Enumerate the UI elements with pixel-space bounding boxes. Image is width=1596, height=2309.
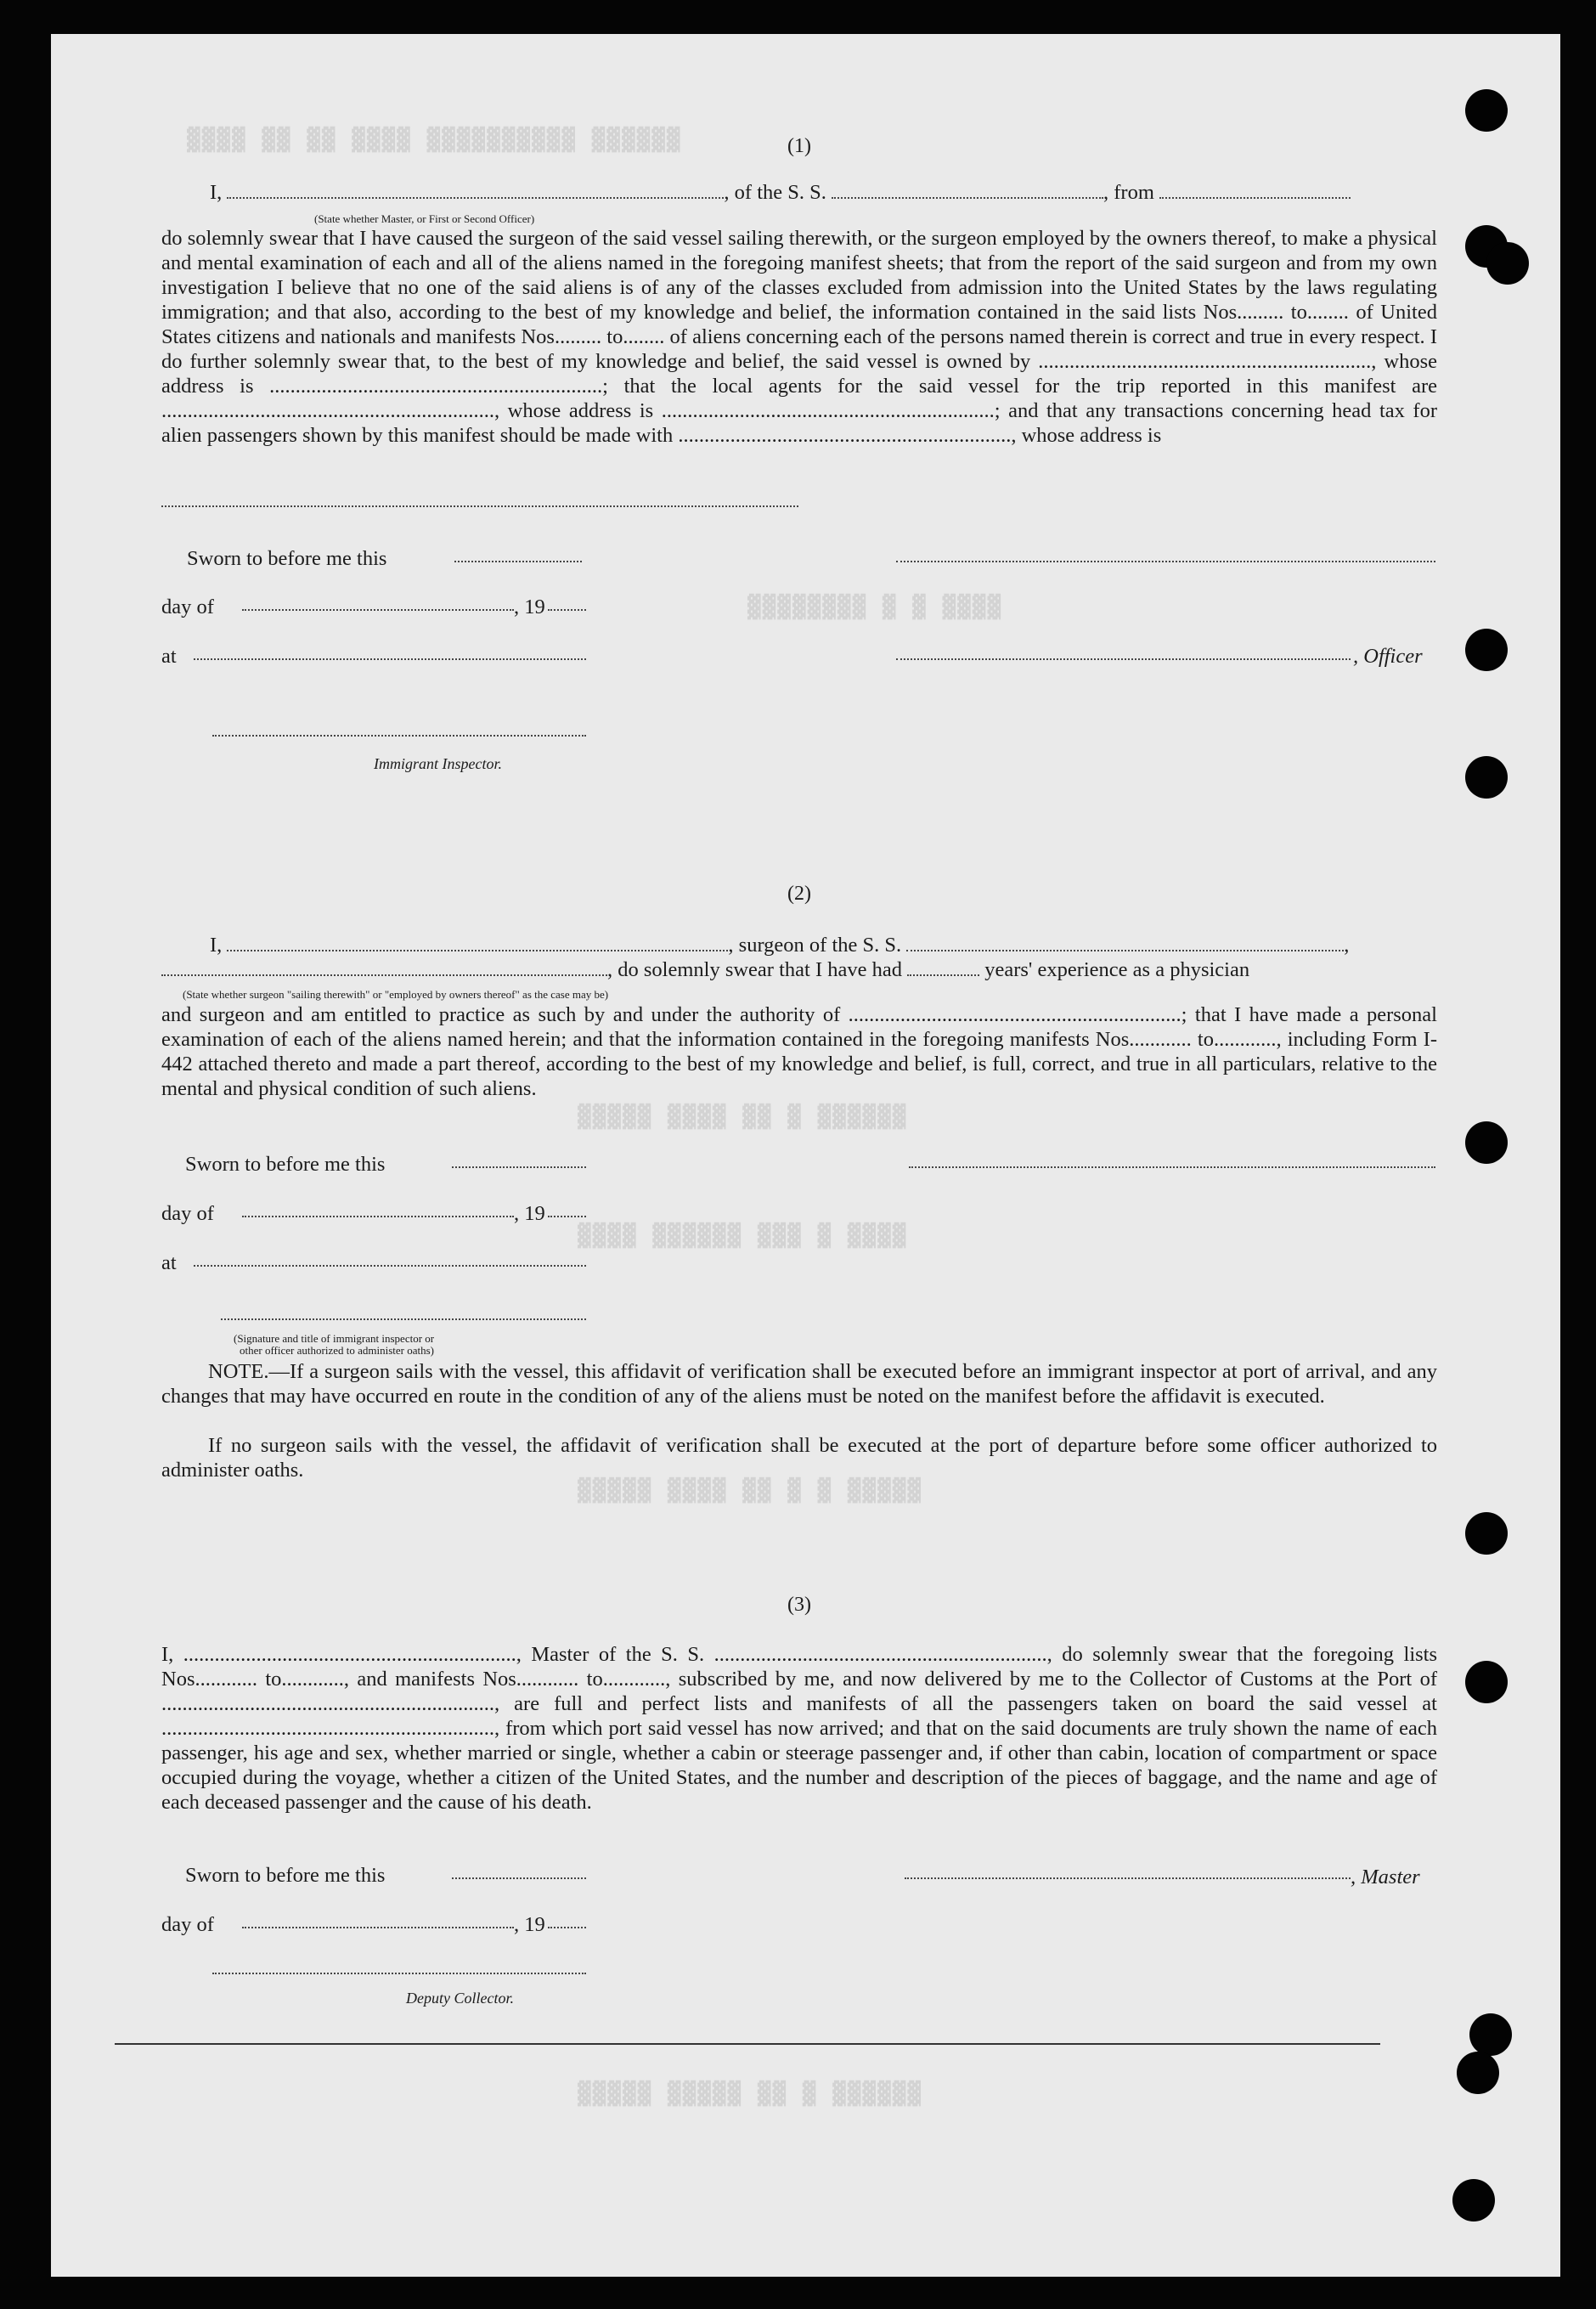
master-label: , Master	[1351, 1866, 1420, 1888]
officer-signature-blank	[896, 561, 1435, 562]
section1-body: do solemnly swear that I have caused the surgeon of the said vessel sailing therewith, or the surgeon employed by the owners thereof, to make a physical and mental examination of each and all of the aliens named in the foregoing manifest sheets; that from the report of the said surgeon and from my own investigation I believe that no one of the said aliens is of any of the classes excluded from admission into the United States by the laws regulating immigration; and that also, according to the best of my knowledge and belief, the information contained in the said lists Nos......... to........ of United States citizens and nationals and manifests Nos......... to........ of aliens concerning each of the persons named therein is correct and true in every respect. I do further solemnly swear that, to the best of my knowledge and belief, the said vessel is owned by ................................................................, whose address is ................................................................; that the local agents for the said vessel for the trip reported in this manifest are ................................................................, whose address is ................................................................; and that any transactions concerning head tax for alien passengers shown by this manifest should be made with ................................................................, whose address is	[161, 227, 1437, 447]
section3-body: I, ................................................................, Master of the S. S. ................................................................, do solemnly swear that the foregoing lists Nos............ to............, and manifests Nos............ to............, subscribed by me, and now delivered by me to the Collector of Customs at the Port of ................................................................, are full and perfect lists and manifests of all the passengers taken on board the said vessel at ................................................................, from which port said vessel has now arrived; and that on the said documents are truly shown the name of each passenger, his age and sex, whether married or single, whether a cabin or steerage passenger and, if other than cabin, location of compartment or space occupied during the voyage, whether a citizen of the United States, and the number and description of the pieces of baggage, and the name and age of each deceased passenger and the cause of his death.	[161, 1643, 1437, 1814]
binder-hole	[1469, 2013, 1512, 2056]
binder-hole	[1465, 89, 1508, 132]
sworn-label: Sworn to before me this	[187, 547, 387, 570]
bleed-through-text: ▓▓▓▓▓ ▓▓▓▓ ▓▓ ▓ ▓ ▓▓▓▓▓	[578, 1478, 923, 1504]
document-page: ▓▓▓▓ ▓▓ ▓▓ ▓▓▓▓ ▓▓▓▓▓▓▓▓▓▓ ▓▓▓▓▓▓ ▓▓▓▓▓▓▓▓ ▓ ▓ ▓▓▓▓ ▓▓▓▓▓ ▓▓▓▓ ▓▓ ▓ ▓▓▓▓▓▓ ▓▓▓▓ ▓▓▓▓▓▓ ▓▓▓ ▓ ▓▓▓▓ ▓▓▓▓▓ ▓▓▓▓ ▓▓ ▓ ▓ ▓▓▓▓▓ ▓▓▓▓▓ ▓▓▓▓▓ ▓▓ ▓ ▓▓▓▓▓▓ (1) I, , of the S. S. , from (State whether Master, or First or Second Officer) do solemnly swear that I have caused the surgeon of the said vessel sailing therewith, or the surgeon employed by the owners thereof, to make a physical and mental examination of each and all of the aliens named in the foregoing manifest sheets; that from the report of the said surgeon and from my own investigation I believe that no one of the said aliens is of any of the classes excluded from admission into the United States by the laws regulating immigration; and that also, according to the best of my knowledge and belief, the information contained in the said lists Nos......... to........ of United States citizens and nationals and manifests Nos......... to........ of aliens concerning each of the persons named therein is correct and true in every respect. I do further solemnly swear that, to the best of my knowledge and belief, the said vessel is owned by ................................................................, whose address is ................................................................; that the local agents for the said vessel for the trip reported in this manifest are ................................................................, whose address is ................................................................; and that any transactions concerning head tax for alien passengers shown by this manifest should be made with ................................................................, whose address is Sworn to before me this day of , 19 at , Officer Immigrant Inspector. (2) I, , surgeon of the S. S. , , do solemnly swear that I have had years' experience as a physician (State whether surgeon "sailing therewith" or "employed by owners thereof" as the case may be) and surgeon and am entitled to practice as such by and under the authority of ................................................................; that I have made a personal examination of each of the aliens named herein; and that the information contained in the foregoing manifests Nos............ to............, including Form I-442 attached thereto and made a part thereof, according to the best of my knowledge and belief, is full, correct, and true in all particulars, relative to the mental and physical condition of such aliens. Sworn to before me this day of , 19 at (Signature and title of immigrant inspector or other officer authorized to administer oaths) NOTE.—If a surgeon sails with the vessel, this affidavit of verification shall be executed before an immigrant inspector at port of arrival, and any changes that may have occurred en route in the condition of any of the aliens must be noted on the manifest before the affidavit is executed. If no surgeon sails with the vessel, the affidavit of verification shall be executed at the port of departure before some officer authorized to administer oaths. (3) I, ................................................................, Master of the S. S. ................................................................, do solemnly swear that the foregoing lists Nos............ to............, and manifests Nos............ to............, subscribed by me, and now delivered by me to the Collector of Customs at the Port of ................................................................, are full and perfect lists and manifests of all the passengers taken on board the said vessel at ................................................................, from which port said vessel has now arrived; and that on the said documents are truly shown the name of each passenger, his age and sex, whether married or single, whether a cabin or steerage passenger and, if other than cabin, location of compartment or space occupied during the voyage, whether a citizen of the United States, and the number and description of the pieces of baggage, and the name and age of each deceased passenger and the cause of his death. Sworn to before me this , Master day of , 19 Deputy Collector.	[51, 34, 1560, 2277]
section-number: (3)	[787, 1594, 811, 1616]
master-oath-line: I, , of the S. S. , from	[161, 180, 1437, 205]
deputy-signature-blank	[212, 1973, 586, 1974]
name-blank	[227, 182, 724, 199]
surgeon-oath-line: I, , surgeon of the S. S. ,	[210, 934, 1350, 957]
bleed-through-text: ▓▓▓▓▓ ▓▓▓▓ ▓▓ ▓ ▓▓▓▓▓▓	[578, 1104, 908, 1130]
section-number: (1)	[787, 135, 811, 157]
bleed-through-text: ▓▓▓▓▓▓▓▓ ▓ ▓ ▓▓▓▓	[747, 595, 1003, 620]
bottom-rule	[115, 2043, 1380, 2045]
note-paragraph: NOTE.—If a surgeon sails with the vessel, this affidavit of verification shall be executed before an immigrant inspector at port of arrival, and any changes that may have occurred en route in the condition of any of the aliens must be noted on the manifest before the affidavit is executed.	[161, 1360, 1437, 1408]
binder-hole	[1457, 2052, 1499, 2094]
section2-body: and surgeon and am entitled to practice as such by and under the authority of ................................................................; that I have made a personal examination of each of the aliens named herein; and that the information contained in the foregoing manifests Nos............ to............, including Form I-442 attached thereto and made a part thereof, according to the best of my knowledge and belief, is full, correct, and true in all particulars, relative to the mental and physical condition of such aliens.	[161, 1003, 1437, 1100]
note-paragraph-2: If no surgeon sails with the vessel, the affidavit of verification shall be executed at the port of departure before some officer authorized to administer oaths.	[161, 1434, 1437, 1482]
bleed-through-text: ▓▓▓▓ ▓▓▓▓▓▓ ▓▓▓ ▓ ▓▓▓▓	[578, 1223, 908, 1249]
bleed-through-text: ▓▓▓▓▓ ▓▓▓▓▓ ▓▓ ▓ ▓▓▓▓▓▓	[578, 2081, 923, 2107]
binder-hole	[1465, 1512, 1508, 1555]
binder-hole	[1465, 1661, 1508, 1703]
inspector-signature-blank	[212, 735, 586, 737]
inspector-label: Immigrant Inspector.	[374, 755, 502, 772]
binder-hole	[1452, 2179, 1495, 2221]
deputy-label: Deputy Collector.	[406, 1990, 514, 2007]
port-blank	[1159, 182, 1351, 199]
bleed-through-text: ▓▓▓▓ ▓▓ ▓▓ ▓▓▓▓ ▓▓▓▓▓▓▓▓▓▓ ▓▓▓▓▓▓	[187, 127, 682, 153]
ship-blank	[832, 182, 1103, 199]
binder-hole	[1465, 629, 1508, 671]
section-number: (2)	[787, 883, 811, 905]
officer-label: , Officer	[1353, 645, 1423, 668]
master-signature-blank	[905, 1877, 1351, 1879]
binder-hole	[1465, 756, 1508, 799]
binder-hole	[1486, 242, 1529, 285]
binder-hole	[1465, 1121, 1508, 1164]
surgeon-signature-blank	[909, 1166, 1435, 1168]
